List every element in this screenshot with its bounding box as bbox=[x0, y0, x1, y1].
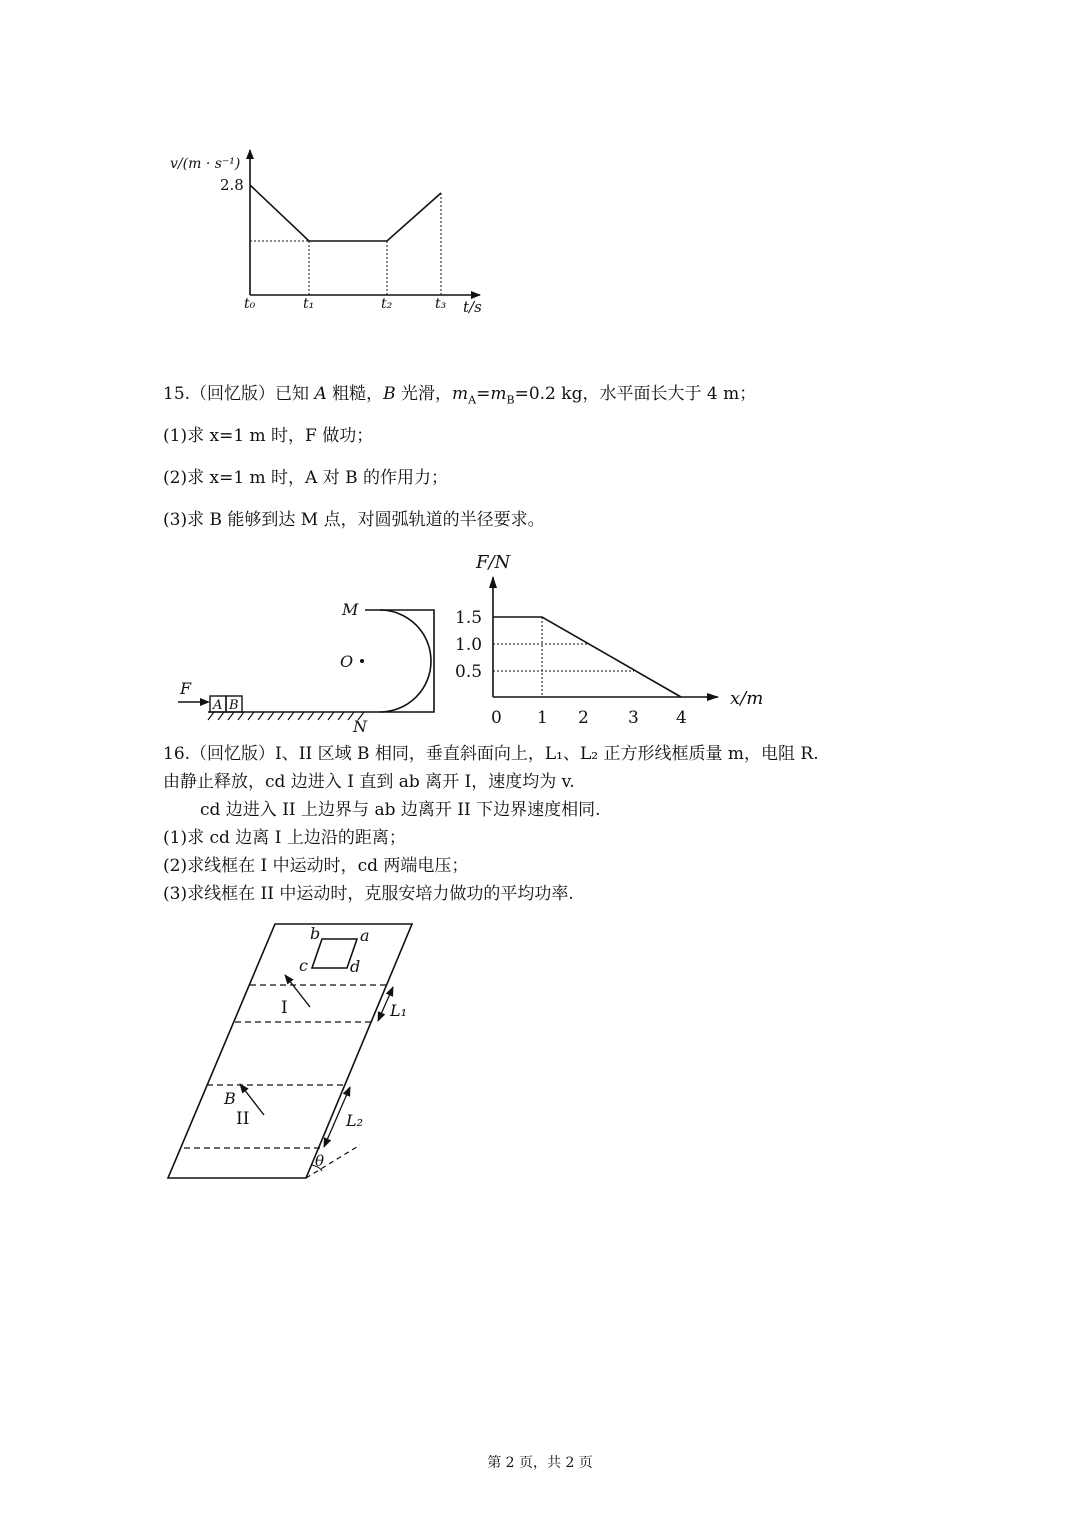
label-region-II: II bbox=[236, 1109, 250, 1129]
q16-sub1: (1)求 cd 边离 I 上边沿的距离； bbox=[163, 828, 406, 848]
fx-x-tick-4: 4 bbox=[676, 708, 687, 728]
vt-x-label: t/s bbox=[463, 298, 482, 316]
q15-mid2: 光滑， bbox=[395, 384, 453, 404]
q15-mid1: 粗糙， bbox=[326, 384, 384, 404]
q15-suffix: ，水平面长大于 4 m； bbox=[582, 384, 757, 404]
q15-sub3: (3)求 B 能够到达 M 点，对圆弧轨道的半径要求。 bbox=[163, 510, 545, 530]
fx-y-tick-1.5: 1.5 bbox=[455, 608, 483, 628]
label-L2: L₂ bbox=[346, 1111, 364, 1130]
fx-curve bbox=[493, 617, 681, 697]
q15-sub1: (1)求 x=1 m 时，F 做功； bbox=[163, 426, 374, 446]
label-F: F bbox=[180, 679, 192, 698]
label-c: c bbox=[299, 956, 308, 975]
label-N: N bbox=[353, 717, 367, 736]
q15-prefix: 15.（回忆版）已知 bbox=[163, 384, 315, 404]
vt-x-tick-0: t₀ bbox=[244, 296, 256, 312]
fx-x-tick-3: 3 bbox=[628, 708, 639, 728]
semicircle-track bbox=[365, 610, 431, 712]
q15-mass: $m_A=m_B=0.2$ kg bbox=[452, 384, 583, 407]
label-L1: L₁ bbox=[390, 1001, 408, 1020]
force-displacement-graph bbox=[450, 545, 780, 735]
q16-line3: cd 边进入 II 上边界与 ab 边离开 II 下边界速度相同. bbox=[200, 800, 601, 820]
vt-y-label: v/(m · s⁻¹) bbox=[170, 156, 241, 172]
fx-x-label: x/m bbox=[730, 688, 764, 709]
force-arrowhead bbox=[200, 698, 210, 706]
q15-A: A bbox=[314, 384, 327, 404]
track-frame bbox=[380, 610, 434, 712]
ground-hatching bbox=[208, 712, 364, 720]
label-b: b bbox=[310, 924, 321, 943]
track-diagram bbox=[170, 590, 450, 740]
vt-x-tick-1: t₁ bbox=[303, 296, 315, 312]
q15-B: B bbox=[383, 384, 396, 404]
field-arrow-I bbox=[285, 975, 310, 1007]
label-d: d bbox=[350, 957, 361, 976]
q16-line2: 由静止释放，cd 边进入 I 直到 ab 离开 I，速度均为 v. bbox=[163, 772, 575, 792]
page-footer: 第 2 页，共 2 页 bbox=[487, 1455, 593, 1471]
label-A: A bbox=[213, 698, 223, 713]
vt-curve bbox=[250, 185, 441, 241]
q16-sub3: (3)求线框在 II 中运动时，克服安培力做功的平均功率. bbox=[163, 884, 574, 904]
q15-sub2: (2)求 x=1 m 时，A 对 B 的作用力； bbox=[163, 468, 449, 488]
center-dot bbox=[360, 659, 364, 663]
label-B: B bbox=[229, 698, 239, 713]
vt-x-tick-3: t₃ bbox=[435, 296, 447, 312]
label-O: O bbox=[340, 652, 354, 671]
q15-stem bbox=[163, 386, 756, 405]
fx-y-label: F/N bbox=[476, 552, 511, 573]
q16-line1: 16.（回忆版）I、II 区域 B 相同，垂直斜面向上，L₁、L₂ 正方形线框质量 m，电阻 R. bbox=[163, 744, 819, 764]
fx-y-tick-0.5: 0.5 bbox=[455, 662, 483, 682]
label-B-field: B bbox=[224, 1089, 236, 1108]
velocity-time-graph bbox=[160, 140, 500, 330]
label-M: M bbox=[342, 600, 359, 619]
fx-x-tick-2: 2 bbox=[578, 708, 589, 728]
incline-diagram bbox=[160, 915, 430, 1190]
incline-plane bbox=[168, 924, 412, 1178]
label-region-I: I bbox=[281, 998, 288, 1018]
label-a: a bbox=[360, 926, 370, 945]
q16-sub2: (2)求线框在 I 中运动时，cd 两端电压； bbox=[163, 856, 469, 876]
label-theta: θ bbox=[315, 1152, 325, 1170]
vt-y-tick: 2.8 bbox=[220, 176, 244, 194]
vt-x-tick-2: t₂ bbox=[381, 296, 393, 312]
fx-x-tick-0: 0 bbox=[491, 708, 502, 728]
fx-x-tick-1: 1 bbox=[537, 708, 548, 728]
fx-y-tick-1.0: 1.0 bbox=[455, 635, 483, 655]
